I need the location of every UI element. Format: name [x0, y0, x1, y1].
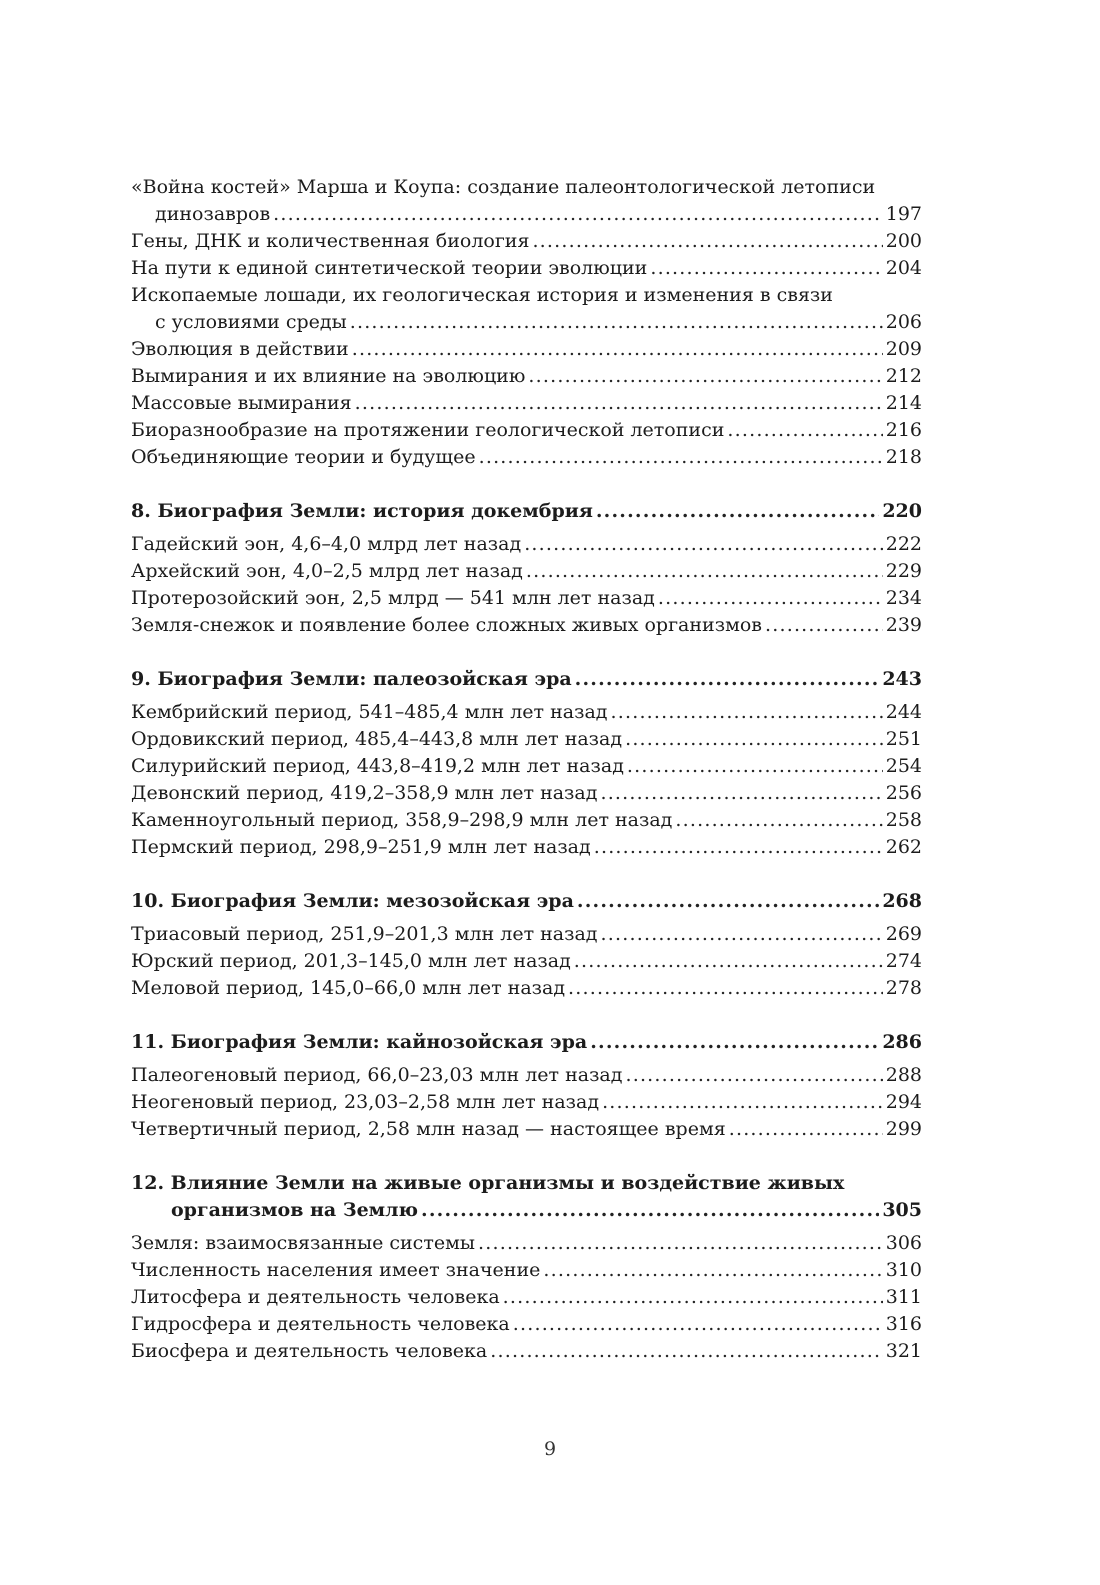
- dot-leader: [627, 753, 883, 780]
- toc-entry-page: 305: [882, 1199, 922, 1221]
- toc-section-entry[interactable]: [131, 921, 922, 948]
- toc-entry-title: Девонский период, 419,2–358,9 млн лет назад: [131, 782, 598, 804]
- toc-entry-title: Триасовый период, 251,9–201,3 млн лет назад: [131, 923, 598, 945]
- dot-leader: [503, 1284, 883, 1311]
- toc-entry-page: 229: [885, 560, 922, 582]
- toc-entry-title-line: 12. Влияние Земли на живые организмы и воздействие живых: [131, 1172, 845, 1194]
- toc-entry-page: 200: [885, 230, 922, 252]
- table-of-contents: [131, 174, 922, 1365]
- toc-entry-title: 11. Биография Земли: кайнозойская эра: [131, 1031, 588, 1053]
- dot-leader: [355, 390, 883, 417]
- dot-leader: [526, 558, 883, 585]
- toc-section-entry[interactable]: [131, 1230, 922, 1257]
- dot-leader: [532, 228, 882, 255]
- toc-entry-page: 214: [885, 392, 922, 414]
- toc-entry-page: 218: [885, 446, 922, 468]
- toc-section-entry[interactable]: [131, 780, 922, 807]
- toc-entry-page: 306: [885, 1232, 922, 1254]
- toc-entry-title: Неогеновый период, 23,03–2,58 млн лет назад: [131, 1091, 600, 1113]
- dot-leader: [273, 201, 883, 228]
- toc-entry-page: 212: [885, 365, 922, 387]
- dot-leader: [727, 417, 882, 444]
- toc-section-entry[interactable]: [131, 948, 922, 975]
- toc-entry-page: 216: [885, 419, 922, 441]
- dot-leader: [601, 921, 883, 948]
- toc-entry-title: Гены, ДНК и количественная биология: [131, 230, 530, 252]
- dot-leader: [610, 699, 882, 726]
- toc-section-entry[interactable]: [131, 726, 922, 753]
- toc-entry-page: 262: [885, 836, 922, 858]
- toc-entry-title: Объединяющие теории и будущее: [131, 446, 476, 468]
- toc-section-entry[interactable]: [131, 282, 922, 336]
- dot-leader: [528, 363, 882, 390]
- toc-entry-page: 274: [885, 950, 922, 972]
- toc-entry-title: Ордовикский период, 485,4–443,8 млн лет назад: [131, 728, 623, 750]
- toc-entry-title: Гидросфера и деятельность человека: [131, 1313, 510, 1335]
- dot-leader: [543, 1257, 882, 1284]
- toc-entry-title: Земля-снежок и появление более сложных живых организмов: [131, 614, 762, 636]
- toc-entry-page: 258: [885, 809, 922, 831]
- toc-entry-title: Палеогеновый период, 66,0–23,03 млн лет назад: [131, 1064, 623, 1086]
- toc-section-entry[interactable]: [131, 1062, 922, 1089]
- toc-section-entry[interactable]: [131, 336, 922, 363]
- dot-leader: [479, 444, 883, 471]
- toc-entry-page: 321: [885, 1340, 922, 1362]
- toc-chapter-entry[interactable]: [131, 498, 922, 525]
- toc-entry-title: Земля: взаимосвязанные системы: [131, 1232, 475, 1254]
- dot-leader: [650, 255, 882, 282]
- toc-entry-page: 239: [885, 614, 922, 636]
- toc-section-entry[interactable]: [131, 417, 922, 444]
- toc-entry-title: Гадейский эон, 4,6–4,0 млрд лет назад: [131, 533, 522, 555]
- toc-section-entry[interactable]: [131, 363, 922, 390]
- toc-entry-page: 256: [885, 782, 922, 804]
- toc-section-entry[interactable]: [131, 558, 922, 585]
- toc-entry-title: Биоразнообразие на протяжении геологической летописи: [131, 419, 725, 441]
- dot-leader: [596, 498, 879, 525]
- toc-entry-title: Силурийский период, 443,8–419,2 млн лет назад: [131, 755, 624, 777]
- toc-entry-title: Кембрийский период, 541–485,4 млн лет назад: [131, 701, 608, 723]
- dot-leader: [524, 531, 883, 558]
- toc-entry-page: 254: [885, 755, 922, 777]
- toc-section-entry[interactable]: [131, 255, 922, 282]
- toc-section-entry[interactable]: [131, 1116, 922, 1143]
- toc-entry-page: 294: [885, 1091, 922, 1113]
- toc-chapter-entry[interactable]: [131, 666, 922, 693]
- toc-entry-title: 8. Биография Земли: история докембрия: [131, 500, 593, 522]
- toc-entry-title: Эволюция в действии: [131, 338, 349, 360]
- toc-entry-page: 197: [885, 203, 922, 225]
- toc-entry-title: Литосфера и деятельность человека: [131, 1286, 500, 1308]
- toc-section-entry[interactable]: [131, 1311, 922, 1338]
- toc-entry-page: 234: [885, 587, 922, 609]
- toc-entry-page: 206: [885, 311, 922, 333]
- dot-leader: [513, 1311, 883, 1338]
- toc-entry-page: 286: [882, 1031, 922, 1053]
- toc-section-entry[interactable]: [131, 444, 922, 471]
- toc-entry-page: 310: [885, 1259, 922, 1281]
- dot-leader: [574, 948, 883, 975]
- dot-leader: [675, 807, 882, 834]
- toc-entry-page: 278: [885, 977, 922, 999]
- dot-leader: [590, 1029, 879, 1056]
- dot-leader: [765, 612, 883, 639]
- toc-chapter-entry[interactable]: [131, 1029, 922, 1056]
- toc-entry-page: 244: [885, 701, 922, 723]
- toc-chapter-entry[interactable]: [131, 1170, 922, 1224]
- toc-section-entry[interactable]: [131, 1284, 922, 1311]
- toc-entry-title-line: Ископаемые лошади, их геологическая история и изменения в связи: [131, 284, 833, 306]
- dot-leader: [594, 834, 883, 861]
- toc-entry-title: Массовые вымирания: [131, 392, 352, 414]
- toc-entry-title: Численность населения имеет значение: [131, 1259, 541, 1281]
- toc-section-entry[interactable]: [131, 1257, 922, 1284]
- toc-entry-title-line: «Война костей» Марша и Коупа: создание палеонтологической летописи: [131, 176, 876, 198]
- toc-entry-title: Биосфера и деятельность человека: [131, 1340, 488, 1362]
- toc-entry-page: 299: [885, 1118, 922, 1140]
- toc-entry-page: 220: [882, 500, 922, 522]
- toc-entry-title: Юрский период, 201,3–145,0 млн лет назад: [131, 950, 571, 972]
- dot-leader: [421, 1197, 879, 1224]
- toc-entry-page: 251: [885, 728, 922, 750]
- dot-leader: [600, 780, 882, 807]
- toc-entry-title: 9. Биография Земли: палеозойская эра: [131, 668, 572, 690]
- toc-section-entry[interactable]: [131, 753, 922, 780]
- dot-leader: [350, 309, 883, 336]
- dot-leader: [568, 975, 883, 1002]
- toc-entry-page: 311: [885, 1286, 922, 1308]
- toc-section-entry[interactable]: [131, 807, 922, 834]
- toc-entry-title: На пути к единой синтетической теории эволюции: [131, 257, 648, 279]
- dot-leader: [577, 888, 879, 915]
- toc-entry-page: 269: [885, 923, 922, 945]
- toc-entry-title: динозавров: [155, 203, 271, 225]
- dot-leader: [602, 1089, 883, 1116]
- toc-entry-page: 204: [885, 257, 922, 279]
- dot-leader: [490, 1338, 882, 1365]
- toc-entry-title: Вымирания и их влияние на эволюцию: [131, 365, 526, 387]
- toc-section-entry[interactable]: [131, 1089, 922, 1116]
- toc-entry-title: Меловой период, 145,0–66,0 млн лет назад: [131, 977, 566, 999]
- toc-chapter-entry[interactable]: [131, 888, 922, 915]
- toc-entry-title: Архейский эон, 4,0–2,5 млрд лет назад: [131, 560, 523, 582]
- toc-section-entry[interactable]: [131, 228, 922, 255]
- dot-leader: [729, 1116, 883, 1143]
- toc-entry-page: 288: [885, 1064, 922, 1086]
- toc-section-entry[interactable]: [131, 834, 922, 861]
- toc-section-entry[interactable]: [131, 531, 922, 558]
- dot-leader: [352, 336, 883, 363]
- toc-entry-page: 209: [885, 338, 922, 360]
- toc-entry-page: 243: [882, 668, 922, 690]
- dot-leader: [625, 726, 883, 753]
- page-number: 9: [543, 1438, 557, 1460]
- toc-entry-page: 222: [885, 533, 922, 555]
- toc-entry-page: 268: [882, 890, 922, 912]
- toc-entry-title: с условиями среды: [155, 311, 347, 333]
- toc-section-entry[interactable]: [131, 174, 922, 228]
- dot-leader: [658, 585, 883, 612]
- toc-entry-title: Пермский период, 298,9–251,9 млн лет назад: [131, 836, 591, 858]
- toc-section-entry[interactable]: [131, 699, 922, 726]
- toc-entry-title: Каменноугольный период, 358,9–298,9 млн лет назад: [131, 809, 673, 831]
- toc-section-entry[interactable]: [131, 975, 922, 1002]
- toc-entry-page: 316: [885, 1313, 922, 1335]
- dot-leader: [478, 1230, 883, 1257]
- toc-entry-title: 10. Биография Земли: мезозойская эра: [131, 890, 574, 912]
- toc-section-entry[interactable]: [131, 585, 922, 612]
- dot-leader: [575, 666, 880, 693]
- toc-entry-title: Протерозойский эон, 2,5 млрд — 541 млн лет назад: [131, 587, 655, 609]
- toc-entry-title: организмов на Землю: [171, 1199, 419, 1221]
- toc-section-entry[interactable]: [131, 1338, 922, 1365]
- toc-section-entry[interactable]: [131, 390, 922, 417]
- dot-leader: [625, 1062, 882, 1089]
- toc-entry-title: Четвертичный период, 2,58 млн назад — настоящее время: [131, 1118, 726, 1140]
- toc-section-entry[interactable]: [131, 612, 922, 639]
